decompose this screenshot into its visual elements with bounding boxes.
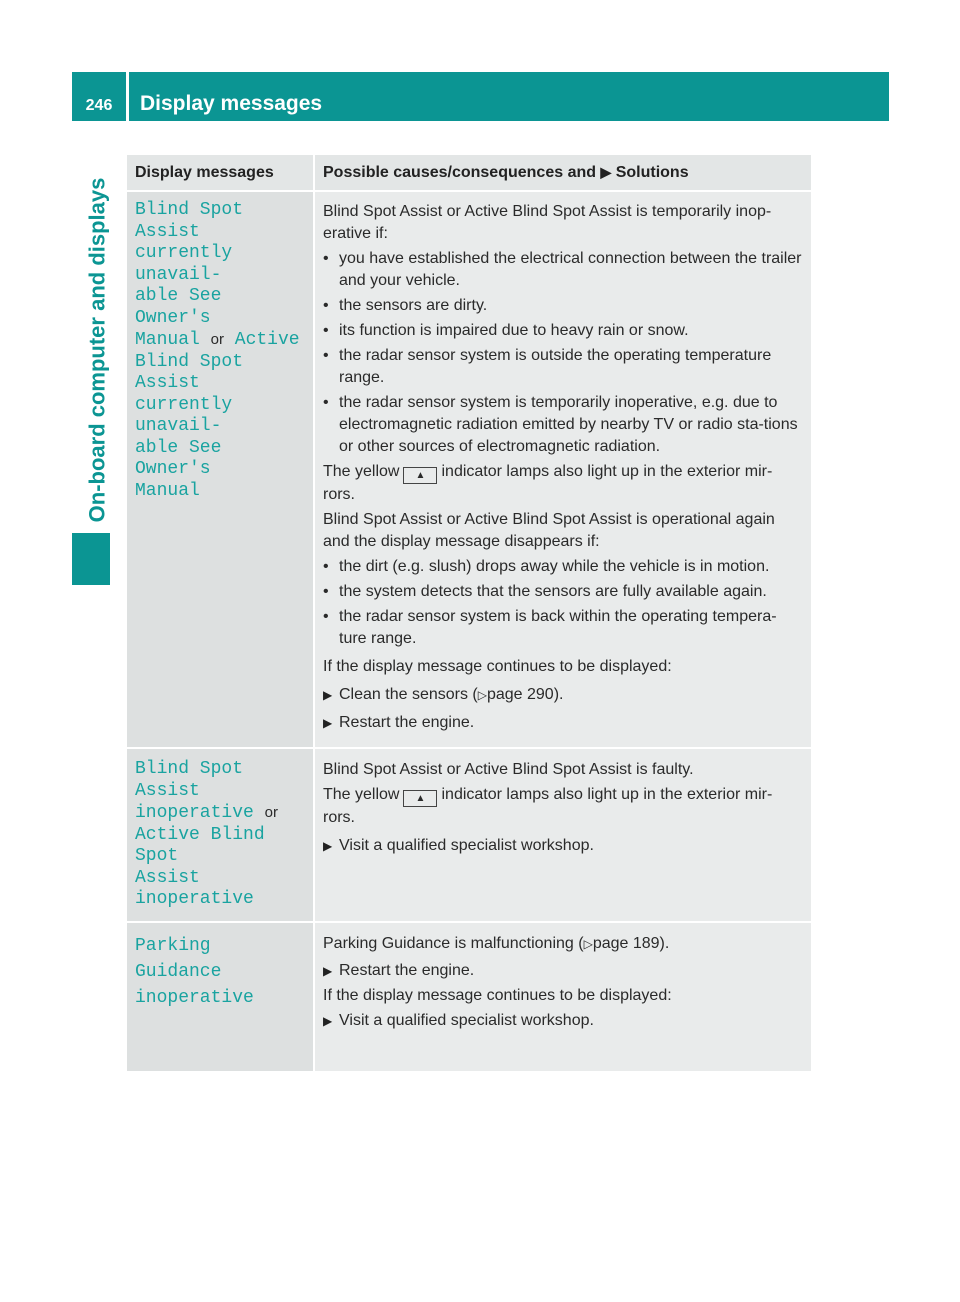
message-line: Parking Guidance (135, 935, 222, 982)
list-item: • the system detects that the sensors are fully available again. (323, 583, 767, 600)
message-line: currently unavail‐ (135, 394, 233, 436)
message-line: inoperative (135, 987, 254, 1008)
table-header-row (127, 155, 811, 191)
solution-cell (314, 748, 811, 922)
action-step: ▶ Visit a qualified specialist workshop. (323, 835, 803, 857)
message-line: able See Owner's (135, 286, 222, 328)
action-step: ▶ Restart the engine. (323, 960, 803, 982)
message-line: able See Owner's (135, 437, 222, 479)
column-header-messages: Display messages (127, 155, 314, 191)
column-header-solutions-label: Solutions (615, 163, 689, 181)
operational-note: Blind Spot Assist or Active Blind Spot Assist is operational again and the display message disappears if: (323, 511, 775, 550)
message-line: Blind Spot Assist (135, 200, 244, 242)
message-line: Manual (135, 480, 200, 501)
yellow-lamp-note: The yellow ▲ indicator lamps also light up in the exterior mir‐rors. (323, 463, 773, 503)
list-item: • its function is impaired due to heavy rain or snow. (323, 322, 689, 339)
action-step: ▶ Restart the engine. (323, 712, 803, 734)
blind-spot-warning-icon: ▲ (403, 467, 437, 484)
faulty-note: Blind Spot Assist or Active Blind Spot Assist is faulty. (323, 761, 694, 778)
message-cell (127, 922, 314, 1072)
column-header-causes: Possible causes/consequences and (323, 163, 597, 181)
malfunction-note: Parking Guidance is malfunctioning (▷page 189). (323, 934, 670, 952)
page-title: Display messages (140, 92, 323, 115)
page-number: 246 (85, 97, 113, 114)
list-item: • the dirt (e.g. slush) drops away while the vehicle is in motion. (323, 558, 770, 575)
or-separator: or (264, 804, 278, 821)
page-reference-icon: ▷ (583, 936, 593, 951)
blind-spot-warning-icon: ▲ (403, 790, 437, 807)
action-arrow-icon: ▶ (323, 1013, 333, 1028)
action-arrow-icon: ▶ (323, 688, 333, 702)
column-header-solutions (314, 155, 811, 191)
action-step: ▶ Clean the sensors (▷page 290). (323, 684, 803, 706)
continues-note: If the display message continues to be displayed: (323, 986, 672, 1004)
solution-cell (314, 191, 811, 748)
action-arrow-icon: ▶ (323, 963, 333, 978)
chapter-side-label-text: On-board computer and displays (84, 177, 109, 523)
solution-arrow-icon: ▶ (600, 163, 612, 180)
continues-note: If the display message continues to be displayed: (323, 658, 672, 675)
chapter-marker-block (72, 533, 110, 585)
message-cell (127, 191, 314, 748)
table-row (127, 748, 811, 922)
yellow-lamp-note: The yellow ▲ indicator lamps also light up in the exterior mir‐rors. (323, 786, 773, 826)
message-line: Active Blind Spot (135, 824, 265, 866)
solution-cell (314, 922, 811, 1072)
list-item: • the radar sensor system is temporarily inoperative, e.g. due to electromagnetic radiation emitted by nearby TV or radio sta‐tions or other sources of electromagnetic radiation. (323, 394, 798, 455)
message-line: Blind Spot Assist (135, 759, 244, 801)
message-line (135, 329, 305, 352)
table-row (127, 922, 811, 1072)
message-line: Assist inoperative (135, 867, 254, 909)
chapter-side-label (76, 170, 118, 530)
message-line: inoperative or (135, 803, 278, 823)
or-separator: or (210, 331, 224, 348)
page-reference-icon: ▷ (477, 688, 487, 702)
action-step: ▶ Visit a qualified specialist workshop. (323, 1010, 803, 1032)
message-line: currently unavail‐ (135, 243, 233, 285)
message-line-text: Active (234, 330, 300, 350)
message-line-text: Manual (135, 330, 200, 350)
display-messages-table (127, 155, 811, 1073)
table-row (127, 191, 811, 748)
list-item: • the radar sensor system is outside the operating temperature range. (323, 347, 772, 386)
action-arrow-icon: ▶ (323, 839, 333, 853)
list-item: • the radar sensor system is back within the operating tempera‐ture range. (323, 608, 777, 647)
list-item: • the sensors are dirty. (323, 297, 488, 314)
cause-intro: Blind Spot Assist or Active Blind Spot Assist is temporarily inop‐erative if: (323, 203, 772, 242)
action-arrow-icon: ▶ (323, 716, 333, 730)
list-item: • you have established the electrical connection between the trailer and your vehicle. (323, 250, 802, 289)
header-divider (126, 72, 129, 121)
message-line: Blind Spot Assist (135, 351, 244, 393)
message-cell (127, 748, 314, 922)
